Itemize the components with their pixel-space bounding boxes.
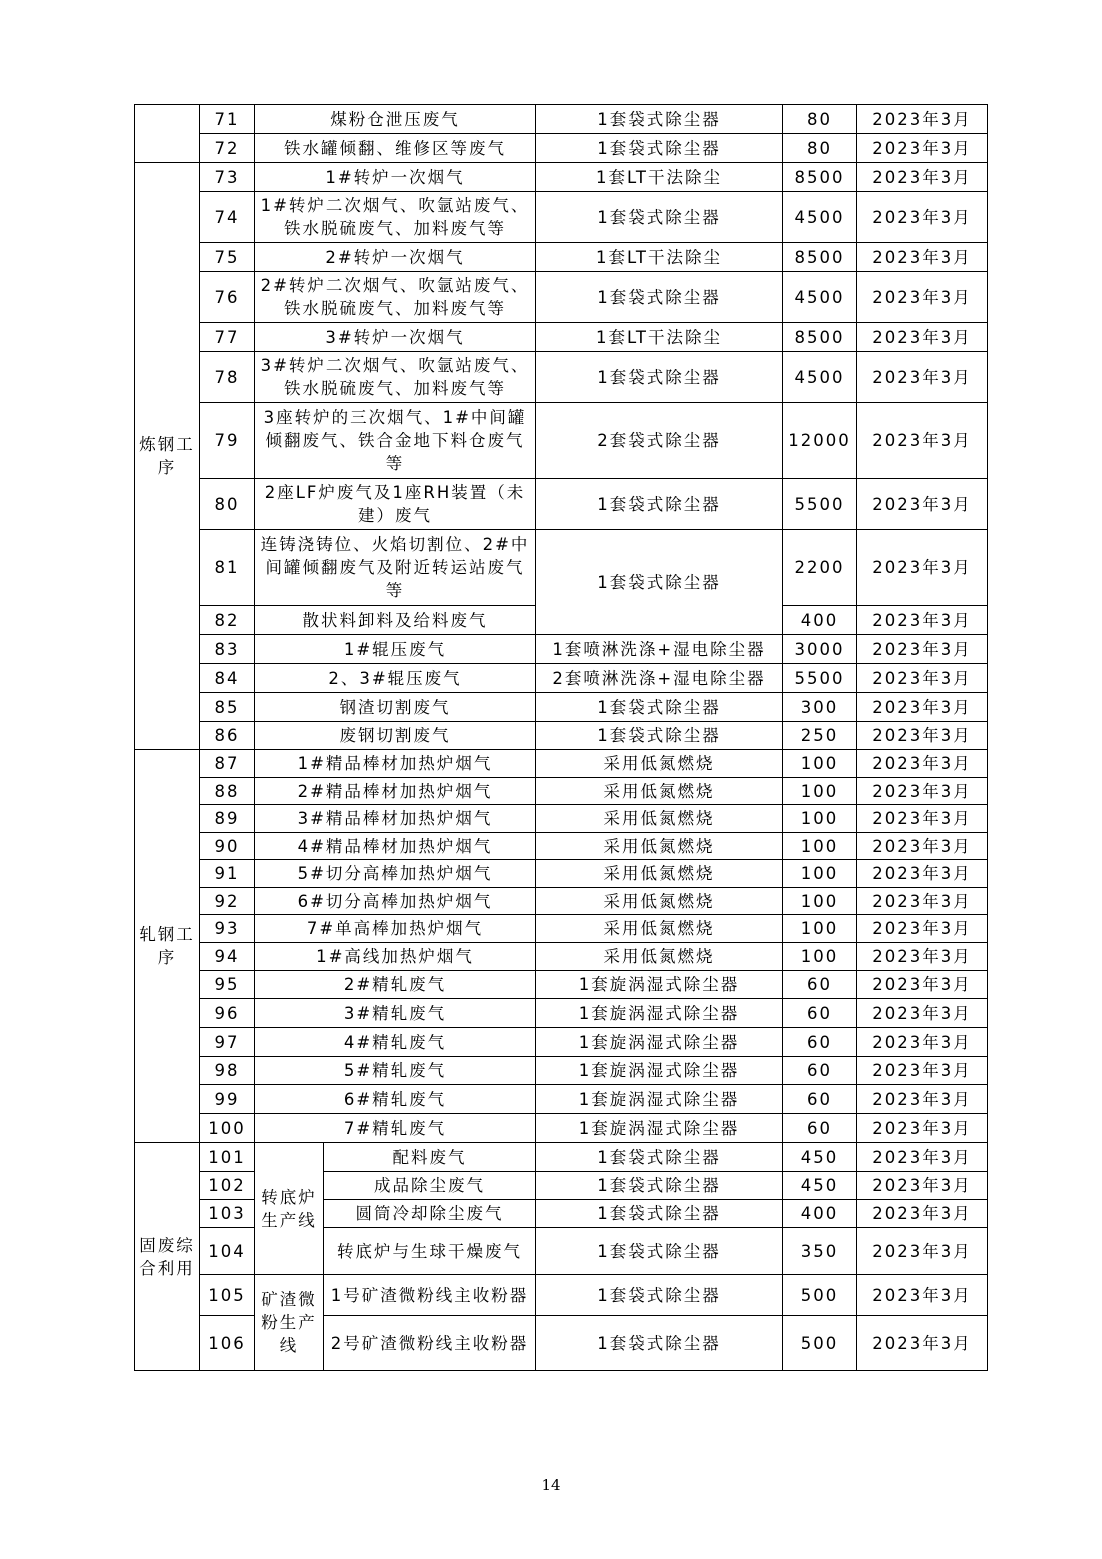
gas-volume: 100 (783, 750, 857, 778)
table-row (135, 750, 988, 778)
completion-date: 2023年3月 (857, 888, 988, 915)
control-measure: 采用低氮燃烧 (536, 805, 783, 833)
emission-source: 铁水罐倾翻、维修区等废气 (255, 134, 536, 163)
row-number: 97 (200, 1028, 255, 1057)
control-measure: 1套袋式除尘器 (536, 192, 783, 243)
row-number: 98 (200, 1057, 255, 1085)
emission-source: 连铸浇铸位、火焰切割位、2#中间罐倾翻废气及附近转运站废气等 (255, 530, 536, 606)
control-measure: 1套旋涡湿式除尘器 (536, 1085, 783, 1114)
emission-source: 转底炉与生球干燥废气 (324, 1228, 536, 1275)
table-row (135, 192, 988, 243)
completion-date: 2023年3月 (857, 778, 988, 805)
emission-source: 2#精轧废气 (255, 971, 536, 999)
completion-date: 2023年3月 (857, 860, 988, 888)
gas-volume: 60 (783, 971, 857, 999)
row-number: 105 (200, 1275, 255, 1316)
control-measure: 采用低氮燃烧 (536, 915, 783, 943)
section-cell-blank (135, 105, 200, 163)
row-number: 99 (200, 1085, 255, 1114)
emission-source: 配料废气 (324, 1143, 536, 1172)
emission-source: 1#转炉二次烟气、吹氩站废气、铁水脱硫废气、加料废气等 (255, 192, 536, 243)
table-row (135, 530, 988, 606)
completion-date: 2023年3月 (857, 1172, 988, 1200)
table-row (135, 888, 988, 915)
gas-volume: 60 (783, 1057, 857, 1085)
row-number: 103 (200, 1200, 255, 1228)
control-measure: 1套袋式除尘器 (536, 1316, 783, 1371)
completion-date: 2023年3月 (857, 1316, 988, 1371)
table-row (135, 163, 988, 192)
completion-date: 2023年3月 (857, 530, 988, 606)
row-number: 96 (200, 999, 255, 1028)
table-row (135, 999, 988, 1028)
row-number: 95 (200, 971, 255, 999)
emission-source: 5#切分高棒加热炉烟气 (255, 860, 536, 888)
emission-source: 2号矿渣微粉线主收粉器 (324, 1316, 536, 1371)
emission-source: 2、3#辊压废气 (255, 664, 536, 693)
completion-date: 2023年3月 (857, 403, 988, 479)
emission-source: 成品除尘废气 (324, 1172, 536, 1200)
row-number: 71 (200, 105, 255, 134)
emission-source: 3座转炉的三次烟气、1#中间罐倾翻废气、铁合金地下料仓废气等 (255, 403, 536, 479)
control-measure: 采用低氮燃烧 (536, 943, 783, 971)
completion-date: 2023年3月 (857, 1143, 988, 1172)
section-steelmaking: 炼钢工序 (135, 163, 200, 750)
completion-date: 2023年3月 (857, 750, 988, 778)
table-row (135, 1028, 988, 1057)
row-number: 72 (200, 134, 255, 163)
gas-volume: 8500 (783, 323, 857, 352)
control-measure: 2套喷淋洗涤+湿电除尘器 (536, 664, 783, 693)
completion-date: 2023年3月 (857, 1085, 988, 1114)
row-number: 104 (200, 1228, 255, 1275)
section-solid-waste: 固废综合利用 (135, 1143, 200, 1371)
gas-volume: 80 (783, 134, 857, 163)
emission-source: 圆筒冷却除尘废气 (324, 1200, 536, 1228)
row-number: 106 (200, 1316, 255, 1371)
control-measure: 1套袋式除尘器 (536, 1275, 783, 1316)
table-row (135, 943, 988, 971)
gas-volume: 60 (783, 1114, 857, 1143)
control-measure: 1套旋涡湿式除尘器 (536, 999, 783, 1028)
control-measure: 采用低氮燃烧 (536, 750, 783, 778)
row-number: 75 (200, 243, 255, 272)
control-measure: 1套袋式除尘器 (536, 693, 783, 722)
gas-volume: 8500 (783, 243, 857, 272)
table-row (135, 778, 988, 805)
table-row (135, 352, 988, 403)
completion-date: 2023年3月 (857, 272, 988, 323)
emission-table (134, 104, 988, 1371)
completion-date: 2023年3月 (857, 999, 988, 1028)
completion-date: 2023年3月 (857, 105, 988, 134)
table-row (135, 860, 988, 888)
completion-date: 2023年3月 (857, 163, 988, 192)
control-measure: 1套旋涡湿式除尘器 (536, 1114, 783, 1143)
table-row (135, 1114, 988, 1143)
emission-source: 4#精品棒材加热炉烟气 (255, 833, 536, 860)
gas-volume: 5500 (783, 479, 857, 530)
control-measure: 1套袋式除尘器 (536, 479, 783, 530)
emission-source: 煤粉仓泄压废气 (255, 105, 536, 134)
row-number: 84 (200, 664, 255, 693)
gas-volume: 250 (783, 722, 857, 750)
row-number: 83 (200, 635, 255, 664)
table-row (135, 635, 988, 664)
table-row (135, 664, 988, 693)
table-row (135, 833, 988, 860)
emission-source: 2#转炉一次烟气 (255, 243, 536, 272)
row-number: 88 (200, 778, 255, 805)
control-measure: 1套袋式除尘器 (536, 352, 783, 403)
gas-volume: 3000 (783, 635, 857, 664)
emission-source: 1#转炉一次烟气 (255, 163, 536, 192)
emission-source: 6#切分高棒加热炉烟气 (255, 888, 536, 915)
control-measure: 1套袋式除尘器 (536, 1172, 783, 1200)
row-number: 82 (200, 606, 255, 635)
control-measure: 1套袋式除尘器 (536, 134, 783, 163)
table-row (135, 1275, 988, 1316)
gas-volume: 450 (783, 1172, 857, 1200)
row-number: 92 (200, 888, 255, 915)
control-measure: 采用低氮燃烧 (536, 860, 783, 888)
completion-date: 2023年3月 (857, 352, 988, 403)
gas-volume: 80 (783, 105, 857, 134)
table-row (135, 1143, 988, 1172)
table-row (135, 105, 988, 134)
gas-volume: 350 (783, 1228, 857, 1275)
completion-date: 2023年3月 (857, 635, 988, 664)
completion-date: 2023年3月 (857, 833, 988, 860)
table-body (135, 105, 988, 1371)
emission-source: 1#精品棒材加热炉烟气 (255, 750, 536, 778)
row-number: 94 (200, 943, 255, 971)
control-measure: 1套LT干法除尘 (536, 243, 783, 272)
gas-volume: 4500 (783, 272, 857, 323)
table-row (135, 971, 988, 999)
emission-source: 6#精轧废气 (255, 1085, 536, 1114)
emission-source: 废钢切割废气 (255, 722, 536, 750)
emission-source: 散状料卸料及给料废气 (255, 606, 536, 635)
control-measure: 1套袋式除尘器 (536, 272, 783, 323)
row-number: 86 (200, 722, 255, 750)
row-number: 89 (200, 805, 255, 833)
gas-volume: 60 (783, 1085, 857, 1114)
control-measure: 1套袋式除尘器 (536, 1143, 783, 1172)
completion-date: 2023年3月 (857, 1228, 988, 1275)
row-number: 73 (200, 163, 255, 192)
gas-volume: 60 (783, 1028, 857, 1057)
control-measure: 采用低氮燃烧 (536, 833, 783, 860)
row-number: 74 (200, 192, 255, 243)
gas-volume: 300 (783, 693, 857, 722)
gas-volume: 450 (783, 1143, 857, 1172)
completion-date: 2023年3月 (857, 693, 988, 722)
emission-source: 7#单高棒加热炉烟气 (255, 915, 536, 943)
gas-volume: 500 (783, 1275, 857, 1316)
completion-date: 2023年3月 (857, 915, 988, 943)
emission-source: 1#辊压废气 (255, 635, 536, 664)
table-row (135, 272, 988, 323)
control-measure: 1套袋式除尘器 (536, 1200, 783, 1228)
table-row (135, 805, 988, 833)
subsection-rotary-hearth: 转底炉生产线 (255, 1143, 324, 1275)
emission-source: 3#精品棒材加热炉烟气 (255, 805, 536, 833)
gas-volume: 2200 (783, 530, 857, 606)
table-row (135, 915, 988, 943)
row-number: 78 (200, 352, 255, 403)
gas-volume: 100 (783, 915, 857, 943)
table-row (135, 323, 988, 352)
completion-date: 2023年3月 (857, 664, 988, 693)
row-number: 79 (200, 403, 255, 479)
gas-volume: 100 (783, 943, 857, 971)
gas-volume: 400 (783, 1200, 857, 1228)
section-rolling: 轧钢工序 (135, 750, 200, 1143)
row-number: 100 (200, 1114, 255, 1143)
table-row (135, 722, 988, 750)
completion-date: 2023年3月 (857, 805, 988, 833)
control-measure: 1套喷淋洗涤+湿电除尘器 (536, 635, 783, 664)
table-row (135, 693, 988, 722)
completion-date: 2023年3月 (857, 722, 988, 750)
table-row (135, 243, 988, 272)
completion-date: 2023年3月 (857, 479, 988, 530)
emission-source: 1#高线加热炉烟气 (255, 943, 536, 971)
gas-volume: 8500 (783, 163, 857, 192)
gas-volume: 100 (783, 888, 857, 915)
row-number: 76 (200, 272, 255, 323)
control-measure: 1套旋涡湿式除尘器 (536, 1057, 783, 1085)
gas-volume: 100 (783, 805, 857, 833)
row-number: 101 (200, 1143, 255, 1172)
control-measure: 采用低氮燃烧 (536, 888, 783, 915)
row-number: 77 (200, 323, 255, 352)
emission-source: 1号矿渣微粉线主收粉器 (324, 1275, 536, 1316)
control-measure: 1套袋式除尘器 (536, 530, 783, 635)
gas-volume: 4500 (783, 352, 857, 403)
completion-date: 2023年3月 (857, 1275, 988, 1316)
completion-date: 2023年3月 (857, 192, 988, 243)
control-measure: 1套旋涡湿式除尘器 (536, 971, 783, 999)
row-number: 93 (200, 915, 255, 943)
gas-volume: 100 (783, 833, 857, 860)
gas-volume: 500 (783, 1316, 857, 1371)
page-number: 14 (541, 1476, 561, 1494)
gas-volume: 60 (783, 999, 857, 1028)
control-measure: 1套LT干法除尘 (536, 163, 783, 192)
completion-date: 2023年3月 (857, 1114, 988, 1143)
emission-source: 7#精轧废气 (255, 1114, 536, 1143)
control-measure: 1套袋式除尘器 (536, 722, 783, 750)
emission-source: 3#转炉一次烟气 (255, 323, 536, 352)
control-measure: 采用低氮燃烧 (536, 778, 783, 805)
control-measure: 1套袋式除尘器 (536, 1228, 783, 1275)
subsection-slag-powder: 矿渣微粉生产线 (255, 1275, 324, 1371)
gas-volume: 5500 (783, 664, 857, 693)
gas-volume: 400 (783, 606, 857, 635)
control-measure: 2套袋式除尘器 (536, 403, 783, 479)
completion-date: 2023年3月 (857, 1200, 988, 1228)
emission-source: 钢渣切割废气 (255, 693, 536, 722)
gas-volume: 100 (783, 860, 857, 888)
completion-date: 2023年3月 (857, 943, 988, 971)
control-measure: 1套LT干法除尘 (536, 323, 783, 352)
emission-source: 3#转炉二次烟气、吹氩站废气、铁水脱硫废气、加料废气等 (255, 352, 536, 403)
control-measure: 1套袋式除尘器 (536, 105, 783, 134)
table-row (135, 479, 988, 530)
row-number: 81 (200, 530, 255, 606)
completion-date: 2023年3月 (857, 606, 988, 635)
emission-source: 2#精品棒材加热炉烟气 (255, 778, 536, 805)
completion-date: 2023年3月 (857, 323, 988, 352)
row-number: 91 (200, 860, 255, 888)
emission-source: 4#精轧废气 (255, 1028, 536, 1057)
table-row (135, 403, 988, 479)
row-number: 102 (200, 1172, 255, 1200)
emission-source: 2#转炉二次烟气、吹氩站废气、铁水脱硫废气、加料废气等 (255, 272, 536, 323)
row-number: 90 (200, 833, 255, 860)
table-row (135, 134, 988, 163)
gas-volume: 4500 (783, 192, 857, 243)
completion-date: 2023年3月 (857, 1057, 988, 1085)
completion-date: 2023年3月 (857, 1028, 988, 1057)
completion-date: 2023年3月 (857, 134, 988, 163)
gas-volume: 100 (783, 778, 857, 805)
emission-source: 3#精轧废气 (255, 999, 536, 1028)
completion-date: 2023年3月 (857, 243, 988, 272)
gas-volume: 12000 (783, 403, 857, 479)
control-measure: 1套旋涡湿式除尘器 (536, 1028, 783, 1057)
row-number: 85 (200, 693, 255, 722)
table-row (135, 1085, 988, 1114)
row-number: 80 (200, 479, 255, 530)
emission-source: 5#精轧废气 (255, 1057, 536, 1085)
row-number: 87 (200, 750, 255, 778)
table-row (135, 1057, 988, 1085)
emission-source: 2座LF炉废气及1座RH装置（未建）废气 (255, 479, 536, 530)
completion-date: 2023年3月 (857, 971, 988, 999)
